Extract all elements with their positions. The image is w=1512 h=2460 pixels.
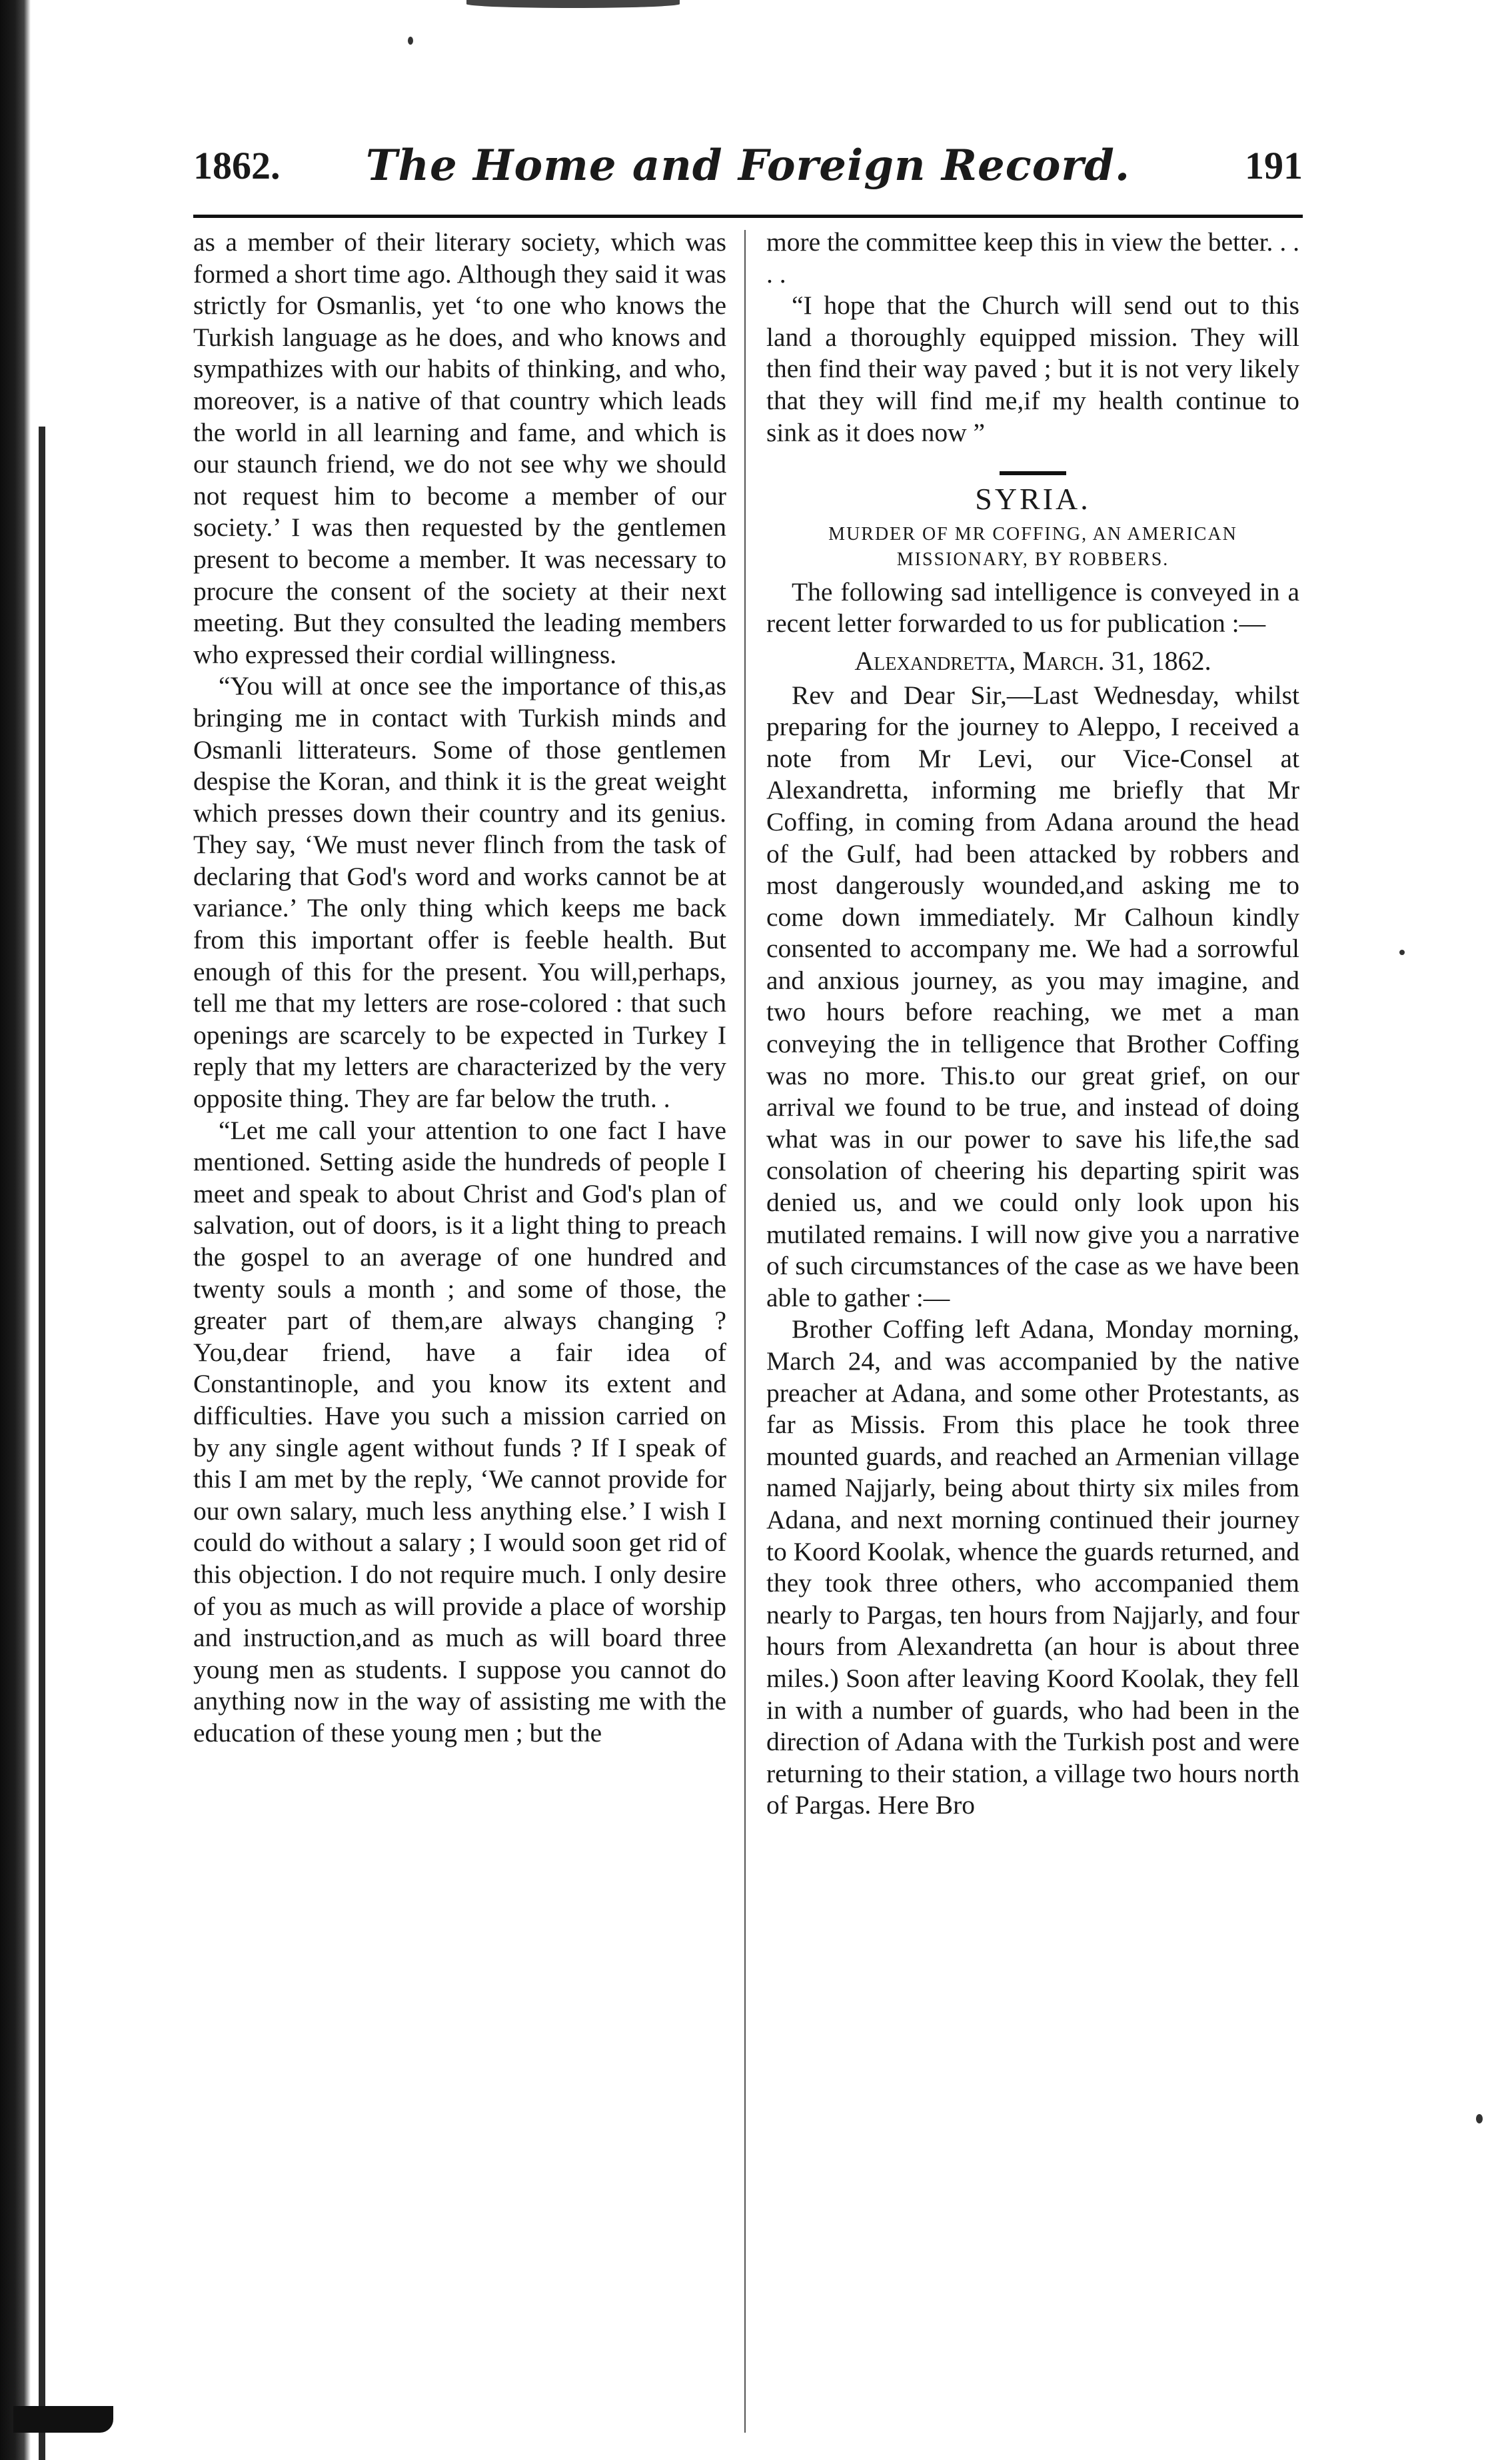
- paragraph: more the committee keep this in view the better. . . . .: [766, 227, 1299, 289]
- page-number: 191: [1245, 144, 1303, 187]
- lead-paragraph: The following sad intelligence is conveyed in a recent letter forwarded to us for publication :—: [766, 577, 1299, 638]
- journal-title: The Home and Foreign Record.: [365, 141, 1131, 191]
- header-rule: [193, 215, 1303, 218]
- paragraph: as a member of their literary society, which was formed a short time ago. Although they said it was strictly for Osmanlis, yet ‘to one who knows the Turkish language as he does, and who knows and sympathizes with our habits of thinking, and who, moreover, is a native of that country which leads the world in all learning and fame, and which is our staunch friend, we do not see why we should not request him to become a member of our society.’ I was then requested by the gentlemen present to become a member. It was necessary to procure the consent of the society at their next meeting. But they consulted the leading members who expressed their cordial willingness.: [193, 227, 726, 669]
- paragraph: Rev and Dear Sir,—Last Wednesday, whilst preparing for the journey to Aleppo, I received a note from Mr Levi, our Vice-Consel at Alexandretta, informing me briefly that Mr Coffing, in coming from Adana around the head of the Gulf, had been attacked by robbers and most dangerously wounded,and asking me to come down immediately. Mr Calhoun kindly consented to accompany me. We had a sorrowful and anxious journey, as you may imagine, and two hours before reaching, we met a man conveying the in telligence that Brother Coffing was no more. This.to our great grief, on our arrival we found to be true, and instead of doing what was in our power to save his life,the sad consolation of cheering his departing spirit was denied us, and we could only look upon his mutilated remains. I will now give you a narrative of such circumstances of the case as we have been able to gather :—: [766, 680, 1299, 1312]
- section-subheading: MURDER OF MR COFFING, AN AMERICAN MISSIONARY, BY ROBBERS.: [828, 523, 1237, 570]
- paragraph: “Let me call your attention to one fact I have mentioned. Setting aside the hundreds of people I meet and speak to about Christ and God's plan of salvation, out of doors, is it a light thing to preach the gospel to an average of one hundred and twenty souls a month ; and some of those, the greater part of them,are always changing ? You,dear friend, have a fair idea of Constantinople, and you know its extent and difficulties. Have you such a mission carried on by any single agent without funds ? If I speak of this I am met by the reply, ‘We cannot provide for our own salary, much less anything else.’ I wish I could do without a salary ; I would soon get rid of this objection. I do not require much. I only desire of you as much as will provide a place of worship and instruction,and as much as will board three young men as students. I suppose you cannot do anything now in the way of assisting me with the education of these young men ; but the: [193, 1115, 726, 1748]
- paragraph: Brother Coffing left Adana, Monday morning, March 24, and was accompanied by the native preacher at Adana, and some other Protestants, as far as Missis. From this place he took three mounted guards, and reached an Armenian village named Najjarly, being about thirty six miles from Adana, and next morning continued their journey to Koord Koolak, whence the guards returned, and they took three others, who accompanied them nearly to Pargas, ten hours from Najjarly, and four hours from Alexandretta (an hour is about three miles.) Soon after leaving Koord Koolak, they fell in with a number of guards, who had been in the direction of Adana with the Turkish post and were returning to their station, a village two hours north of Pargas. Here Bro: [766, 1314, 1299, 1820]
- scan-binding-line: [39, 427, 45, 2460]
- left-column: [193, 227, 726, 1750]
- scan-speck: [1476, 2114, 1483, 2123]
- paragraph: “You will at once see the importance of this,as bringing me in contact with Turkish minds and Osmanli litterateurs. Some of those gentlemen despise the Koran, and think it is the great weight which presses down their country and its genius. They say, ‘We must never flinch from the task of declaring that God's word and works cannot be at variance.’ The only thing which keeps me back from this important offer is feeble health. But enough of this for the present. You will,perhaps, tell me that my letters are rose-colored : that such openings are scarcely to be expected in Turkey I reply that my letters are characterized by the very opposite thing. They are far below the truth. .: [193, 671, 726, 1114]
- paragraph: “I hope that the Church will send out to this land a thoroughly equipped mission. They will then find their way paved ; but it is not very likely that they will find me,if my health continue to sink as it does now ”: [766, 291, 1299, 447]
- header-year: 1862.: [193, 144, 281, 187]
- letter-dateline: Alexandretta, March. 31, 1862.: [854, 645, 1211, 676]
- right-column: [766, 227, 1299, 1822]
- scan-speck: [408, 37, 413, 45]
- column-divider: [744, 230, 746, 2433]
- section-rule: [1000, 471, 1066, 475]
- scan-binding-corner: [13, 2406, 113, 2433]
- scan-top-smudge: [466, 0, 680, 8]
- scan-speck: [1399, 950, 1405, 955]
- scan-binding-edge: [0, 0, 31, 2460]
- section-heading: SYRIA.: [975, 482, 1091, 517]
- running-header: [193, 143, 1303, 197]
